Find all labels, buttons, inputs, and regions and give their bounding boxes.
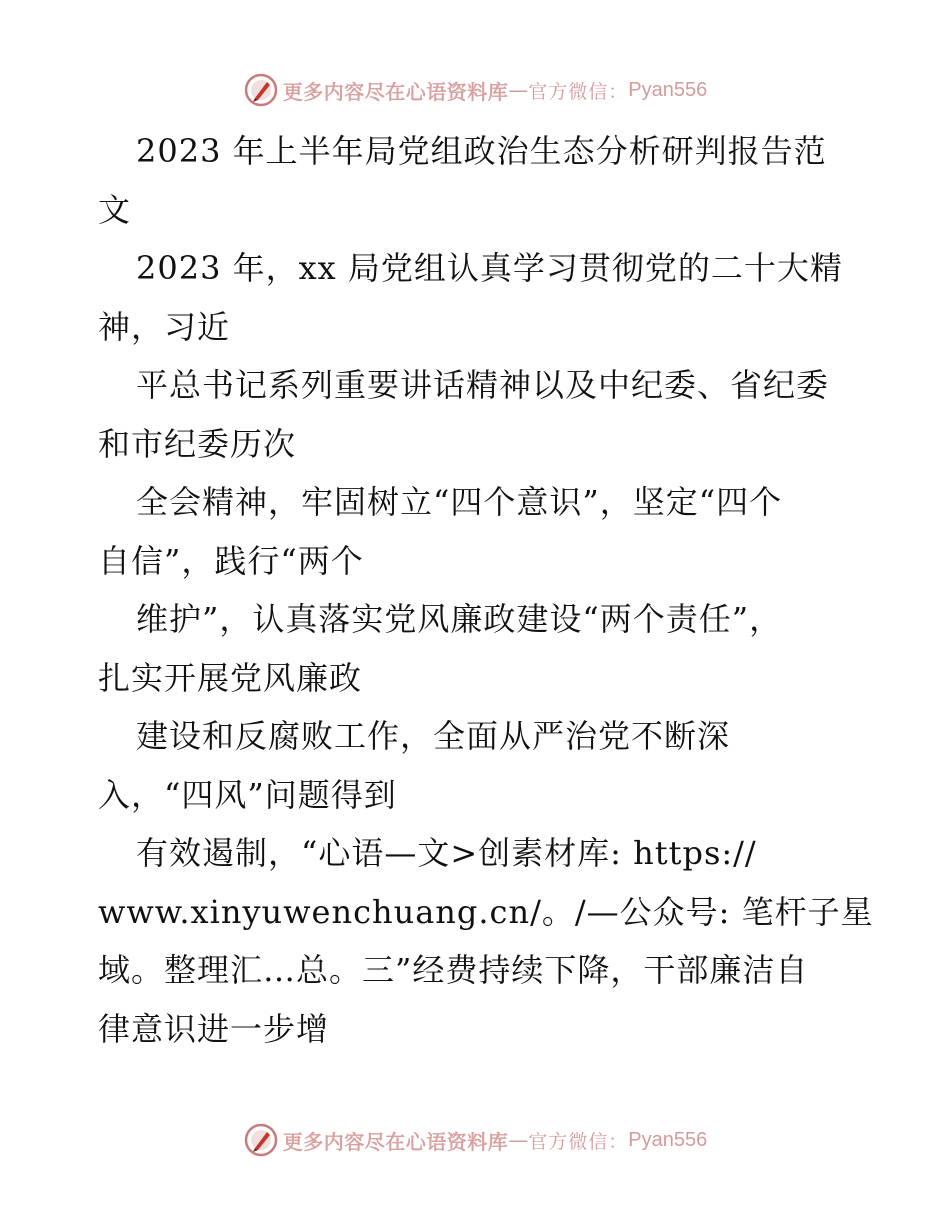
watermark-wechat-label: 官方微信： xyxy=(528,1130,629,1153)
watermark-wechat-id: Pyan556 xyxy=(628,78,708,101)
body-line: 自信”，践行“两个 xyxy=(98,541,364,580)
body-line: 和市纪委历次 xyxy=(98,424,297,463)
watermark-separator: — xyxy=(508,78,529,102)
watermark-brand: 更多内容尽在心语资料库 xyxy=(282,1129,509,1154)
watermark-wechat-label: 官方微信： xyxy=(528,80,629,103)
watermark-header xyxy=(0,70,950,110)
body-line: 入，“四风”问题得到 xyxy=(98,775,397,814)
body-line: 神，习近 xyxy=(98,307,231,346)
body-line: 平总书记系列重要讲话精神以及中纪委、省纪委 xyxy=(136,366,830,404)
body-line: 有效遏制，“心语—文>创素材库: https:// xyxy=(136,834,757,872)
body-line: 全会精神，牢固树立“四个意识”，坚定“四个 xyxy=(136,483,783,521)
document-body xyxy=(98,122,888,1058)
body-line: 建设和反腐败工作，全面从严治党不断深 xyxy=(136,717,731,755)
body-line: www.xinyuwenchuang.cn/。/—公众号: 笔杆子星 xyxy=(98,892,874,931)
pen-nib-logo-icon xyxy=(243,72,279,108)
document-title-line-2: 文 xyxy=(98,190,132,229)
body-line: 2023 年，xx 局党组认真学习贯彻党的二十大精 xyxy=(136,249,843,287)
watermark-footer xyxy=(0,1120,950,1160)
pen-nib-logo-icon xyxy=(243,1122,279,1158)
body-line: 律意识进一步增 xyxy=(98,1009,330,1048)
body-line: 扎实开展党风廉政 xyxy=(98,658,363,697)
body-line: 域。整理汇…总。三”经费持续下降，干部廉洁自 xyxy=(98,951,809,989)
watermark-brand: 更多内容尽在心语资料库 xyxy=(282,79,509,104)
document-title-line-1: 2023 年上半年局党组政治生态分析研判报告范 xyxy=(136,132,827,170)
body-line: 维护”，认真落实党风廉政建设“两个责任”， xyxy=(136,600,783,638)
watermark-wechat-id: Pyan556 xyxy=(628,1128,708,1151)
watermark-separator: — xyxy=(508,1128,529,1152)
